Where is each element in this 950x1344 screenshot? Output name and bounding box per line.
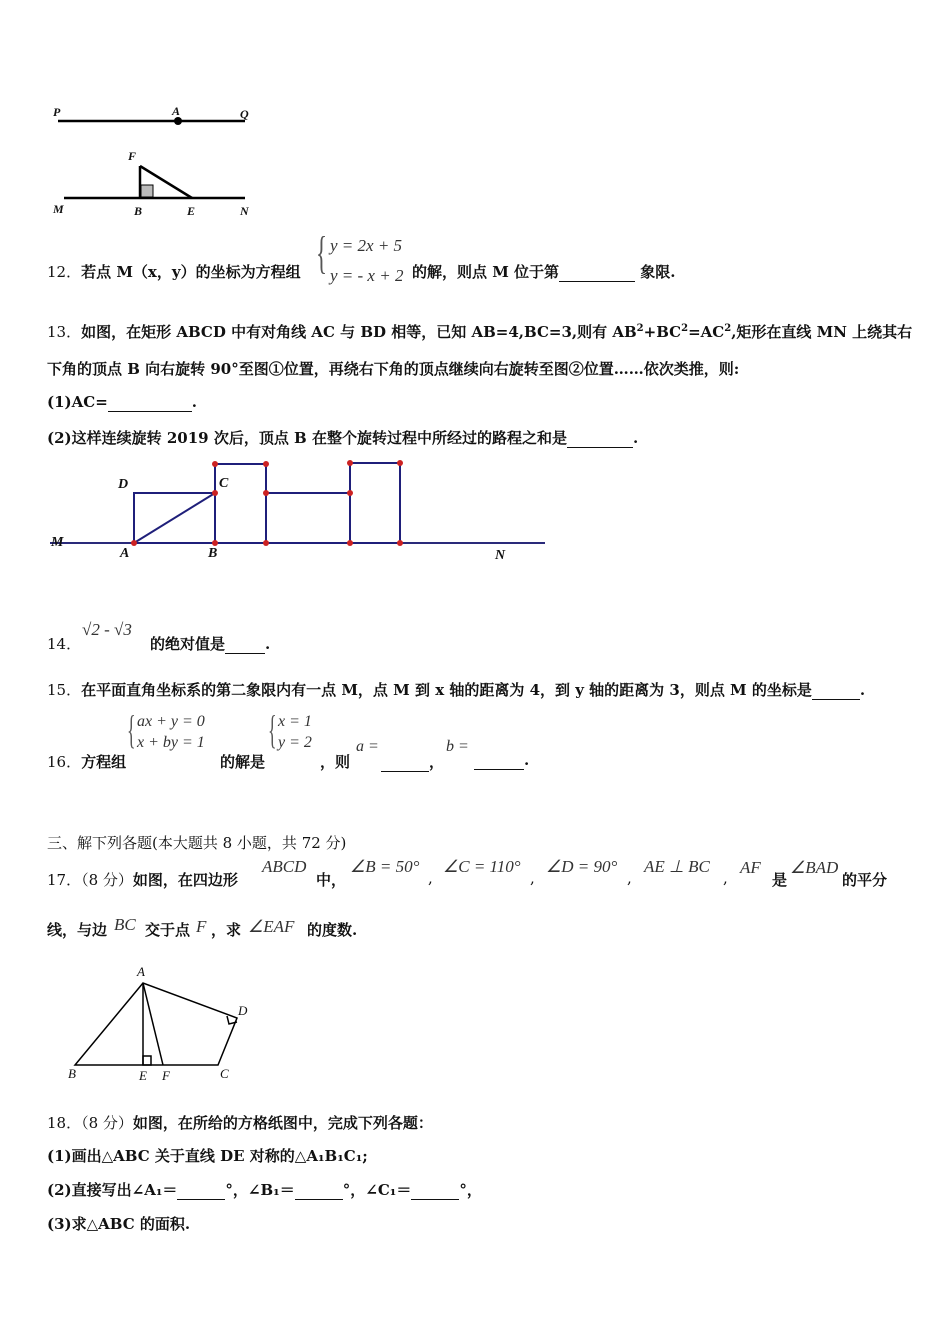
q13-label-b: B (208, 546, 218, 561)
q18-part1: (1)画出△ABC 关于直线 DE 对称的△A₁B₁C₁; (47, 1147, 368, 1165)
q17-perp: AE ⊥ BC (644, 857, 710, 876)
label-m: M (53, 202, 64, 216)
q16-text3: ，则 (320, 753, 351, 771)
q17-sep3: , (627, 869, 632, 887)
q16-b-label: b = (446, 738, 469, 755)
q13-part2-end: . (632, 429, 639, 447)
label-e: E (187, 204, 196, 218)
q16-comma: ， (429, 753, 445, 771)
q13-part2-text: (2)这样连续旋转 2019 次后，顶点 B 在整个旋转过程中所经过的路程之和是 (47, 429, 567, 447)
q13-line1: 如图，在矩形 ABCD 中有对角线 AC 与 BD 相等，已知 AB=4,BC=3,则有 AB (81, 323, 637, 341)
q18-part3: (3)求△ABC 的面积. (47, 1215, 191, 1233)
q17-eaf: ∠EAF (248, 917, 295, 936)
q16-text1: 方程组 (81, 753, 127, 771)
q17-line2d: 的度数. (307, 921, 358, 939)
q16-a-label: a = (356, 738, 379, 755)
q18-head (47, 1112, 433, 1133)
q14-end: . (265, 635, 271, 653)
q18-a1-blank[interactable] (177, 1181, 225, 1200)
q13-sup1: 2 (636, 323, 644, 334)
q13-label-n: N (495, 548, 506, 563)
q13-part1-text: (1)AC= (47, 393, 108, 411)
q17-number: 17． (47, 871, 82, 889)
q16-sys1-eq1: ax + y = 0 (137, 713, 205, 730)
q17-line2b: 交于点 (145, 921, 191, 939)
q13-number: 13． (47, 323, 82, 341)
q13-label-m: M (51, 535, 64, 550)
q12-text-after: 的解，则点 M 位于第 (412, 263, 560, 281)
q17-sep1: , (428, 869, 433, 887)
q12-eq2: y = - x + 2 (330, 266, 404, 285)
q17-label-b: B (68, 1066, 76, 1081)
q14-text: 的绝对值是 (150, 635, 226, 653)
q17-score: （8 分） (81, 871, 133, 889)
q13-label-d: D (118, 477, 129, 492)
q18-score: （8 分） (81, 1114, 133, 1132)
q17-angle-d: ∠D = 90° (546, 857, 618, 876)
q18-p2d: °， (459, 1181, 482, 1199)
q18-part2 (47, 1179, 482, 1200)
q16-text2: 的解是 (220, 753, 266, 771)
q17-line2c: ，求 (211, 921, 242, 939)
q13-label-c: C (219, 476, 229, 491)
q13-part1-end: . (191, 393, 198, 411)
q13-end1: ,矩形在直线 MN 上绕其右 (731, 323, 913, 341)
q18-p2c: °，∠C₁＝ (342, 1181, 412, 1199)
label-f: F (128, 149, 137, 163)
q17-line2a: 线，与边 (47, 921, 108, 939)
q17-f: F (196, 917, 207, 936)
q18-number: 18． (47, 1114, 82, 1132)
section-3-title: 三、解下列各题(本大题共 8 小题，共 72 分) (47, 834, 347, 852)
q18-b1-blank[interactable] (295, 1181, 343, 1200)
q15-number: 15． (47, 681, 82, 699)
q13-mid2: =AC (688, 323, 725, 341)
q16-number: 16． (47, 753, 82, 771)
q17-label-a: A (137, 964, 145, 979)
q17-bc: BC (114, 915, 136, 934)
q17-sep4: , (723, 869, 728, 887)
q17-sep2: , (530, 869, 535, 887)
q15-end: . (859, 681, 866, 699)
q14-expression: √2 - √3 (82, 620, 132, 639)
q18-p2a: (2)直接写出∠A₁＝ (47, 1181, 178, 1199)
q12-brace: { (316, 227, 328, 278)
q12-eq1: y = 2x + 5 (330, 236, 403, 255)
q17-angle-c: ∠C = 110° (443, 857, 521, 876)
q17-label-d: D (238, 1003, 248, 1018)
q13-mid1: +BC (643, 323, 682, 341)
q12-text-before: 若点 M（x，y）的坐标为方程组 (81, 263, 301, 281)
label-a: A (172, 104, 181, 118)
q17-quad: ABCD (262, 857, 307, 876)
q17-angle-b: ∠B = 50° (350, 857, 420, 876)
q13-sup2: 2 (681, 323, 689, 334)
q18-c1-blank[interactable] (411, 1181, 459, 1200)
q16-brace2: { (268, 707, 277, 752)
q12-number: 12． (47, 263, 82, 281)
q17-text2: 中， (316, 871, 347, 889)
q17-af: AF (740, 858, 761, 877)
q17-text1: 如图，在四边形 (132, 871, 238, 889)
q16-sys2-eq1: x = 1 (278, 713, 312, 730)
q13-label-a: A (120, 546, 130, 561)
q17-bad: ∠BAD (790, 858, 839, 877)
q18-p2b: °，∠B₁＝ (225, 1181, 295, 1199)
label-n: N (240, 204, 249, 218)
q17-label-e: E (139, 1068, 147, 1083)
q17-is: 是 (772, 871, 788, 889)
q12-text-end: 象限. (640, 263, 676, 281)
q18-text: 如图，在所给的方格纸图中，完成下列各题： (132, 1114, 433, 1132)
q16-sys1-eq2: x + by = 1 (137, 734, 205, 751)
label-b: B (134, 204, 143, 218)
q17-label-c: C (220, 1066, 229, 1081)
q13-sup3: 2 (724, 323, 732, 334)
q13-line2: 下角的顶点 B 向右旋转 90°至图①位置，再绕右下角的顶点继续向右旋转至图②位置……依次类推，则: (47, 360, 740, 378)
q14-number: 14． (47, 635, 82, 653)
q16-end: . (524, 751, 530, 769)
q15-text: 在平面直角坐标系的第二象限内有一点 M，点 M 到 x 轴的距离为 4，到 y 轴的距离为 3，则点 M 的坐标是 (81, 681, 812, 699)
label-q: Q (240, 107, 249, 121)
q17-text3: 的平分 (842, 871, 888, 889)
q17-label-f: F (162, 1068, 170, 1083)
q16-brace1: { (127, 707, 136, 752)
q16-sys2-eq2: y = 2 (278, 734, 312, 751)
label-p: P (53, 105, 61, 119)
